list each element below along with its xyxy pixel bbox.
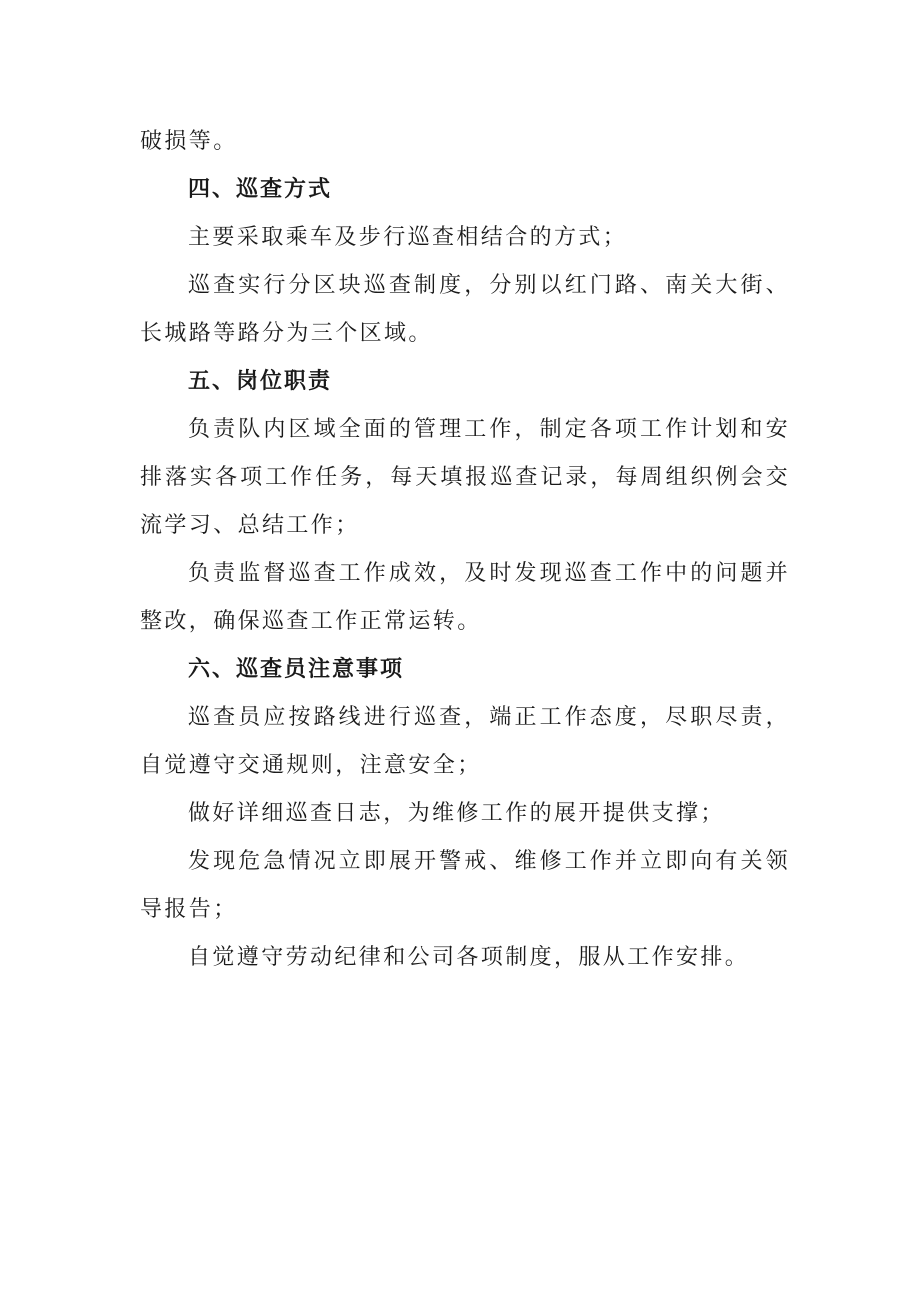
paragraph: 发现危急情况立即展开警戒、维修工作并立即向有关领导报告；	[140, 849, 790, 922]
paragraph: 负责队内区域全面的管理工作，制定各项工作计划和安排落实各项工作任务，每天填报巡查记录，每周组织例会交流学习、总结工作；	[140, 417, 790, 538]
paragraph: 主要采取乘车及步行巡查相结合的方式；	[188, 225, 628, 250]
document-page	[140, 118, 790, 982]
paragraph: 负责监督巡查工作成效，及时发现巡查工作中的问题并整改，确保巡查工作正常运转。	[140, 561, 790, 634]
section-heading-patrol-method: 四、巡查方式	[188, 177, 333, 202]
paragraph: 巡查实行分区块巡查制度，分别以红门路、南关大街、长城路等路分为三个区域。	[140, 273, 790, 346]
paragraph-continuation: 破损等。	[140, 129, 238, 154]
paragraph: 做好详细巡查日志，为维修工作的展开提供支撑；	[188, 801, 725, 826]
paragraph: 巡查员应按路线进行巡查，端正工作态度，尽职尽责，自觉遵守交通规则，注意安全；	[140, 705, 790, 778]
section-heading-job-duties: 五、岗位职责	[188, 369, 333, 394]
section-heading-patrol-notes: 六、巡查员注意事项	[188, 657, 405, 682]
paragraph: 自觉遵守劳动纪律和公司各项制度，服从工作安排。	[188, 945, 750, 970]
